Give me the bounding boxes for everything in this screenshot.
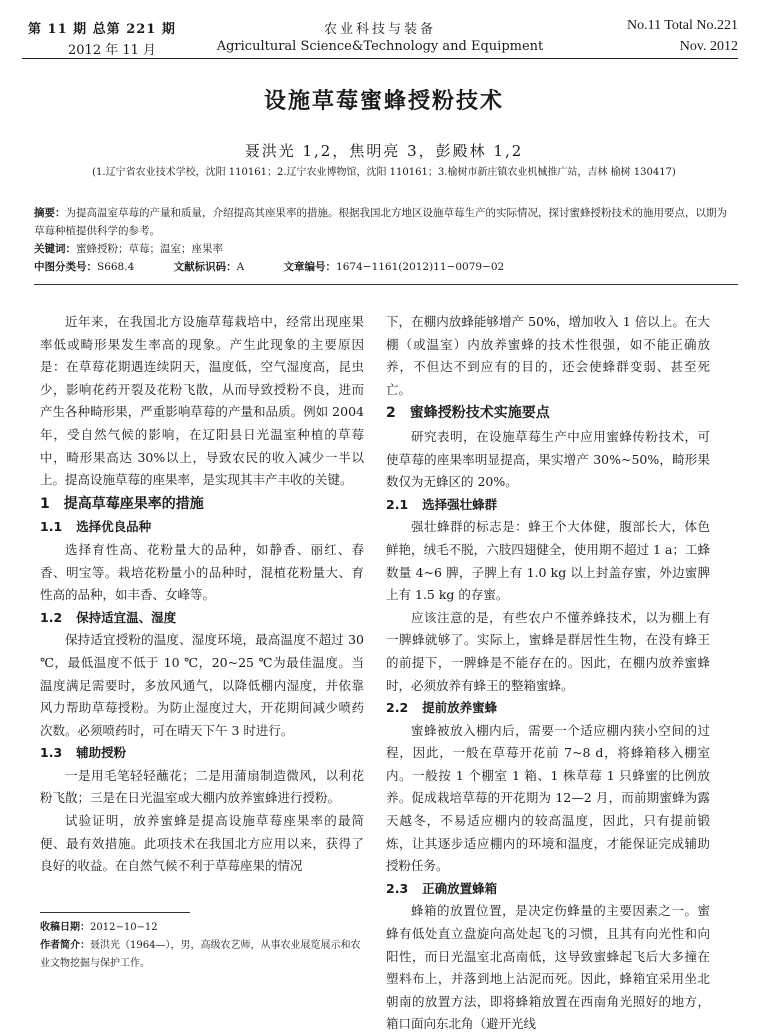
footnote-rule	[40, 912, 190, 913]
subsection-heading-1-2: 1.2 保持适宜温、湿度	[40, 609, 177, 625]
issue-number-en: No.11 Total No.221	[626, 18, 738, 33]
subsection-heading-1-3: 1.3 辅助授粉	[40, 745, 127, 761]
footnote	[40, 912, 364, 973]
author-list: 聂洪光 1,2，焦明亮 3，彭殿林 1,2	[244, 142, 524, 160]
paper-title: 设施草莓蜜蜂授粉技术	[263, 89, 504, 114]
paragraph: 强壮蜂群的标志是：蜂王个大体健，腹部长大，体色鲜艳，绒毛不脱，六肢四翅健全，使用期不超过 1 a；工蜂数量 4~6 脾，子脾上有 1.0 kg 以上封盖存蜜，外边蜜脾上有 1.5 kg 的存蜜。	[386, 519, 710, 603]
paragraph: 选择育性高、花粉量大的品种，如静香、丽红、春香、明宝等。栽培花粉量小的品种时，混植花粉量大、育性高的品种，如丰香、女峰等。	[40, 541, 364, 603]
paragraph: 保持适宜授粉的温度、湿度环境，最高温度不超过 30 ℃，最低温度不低于 10 ℃，20~25 ℃为最佳温度。当温度满足需要时，多放风通气，以降低棚内湿度，并依靠风力帮助草莓授粉。为防止湿度过大，开花期间减少喷药次数。必须喷药时，可在晴天下午 3 时进行。	[40, 632, 364, 738]
author-bio: 作者简介：聂洪光（1964—），男，高级农艺师，从事农业展览展示和农业文物挖掘与保护工作。	[40, 940, 361, 969]
paragraph: 试验证明，放养蜜蜂是提高设施草莓座果率的最简便、最有效措施。此项技术在我国北方应用以来，获得了良好的收益。在自然气候不利于草莓座果的情况	[40, 813, 364, 874]
journal-name-en: Agricultural Science&Technology and Equipment	[216, 39, 544, 54]
divider	[34, 284, 738, 285]
section-heading-1: 1 提高草莓座果率的措施	[40, 495, 204, 512]
keywords-text: 蜜蜂授粉；草莓；温室；座果率	[76, 243, 223, 255]
section-heading-2: 2 蜜蜂授粉技术实施要点	[386, 405, 550, 422]
right-column	[386, 311, 710, 1036]
front-matter	[34, 204, 734, 276]
identifiers	[34, 258, 734, 276]
keywords	[34, 240, 734, 258]
document-code: 文献标识码：A	[173, 261, 245, 273]
journal-name-cn: 农业科技与装备	[323, 22, 436, 37]
subsection-heading-2-3: 2.3 正确放置蜂箱	[386, 880, 498, 896]
paragraph: 蜜蜂被放入棚内后，需要一个适应棚内狭小空间的过程，因此，一般在草莓开花前 7~8 d，将蜂箱移入棚室内。一般按 1 个棚室 1 箱、1 株草莓 1 只蜂蜜的比例放养。促成栽培草莓的开花期为 12—2 月，而前期蜜蜂为露天越冬，不易适应棚内的较高温度，因此，只有提前锻炼，让其逐步适应棚内的环境和温度，才能保证完成辅助授粉任务。	[386, 722, 710, 874]
subsection-heading-1-1: 1.1 选择优良品种	[40, 519, 152, 535]
issue-date-en: Nov. 2012	[679, 39, 738, 54]
paragraph: 研究表明，在设施草莓生产中应用蜜蜂传粉技术，可使草莓的座果率明显提高，果实增产 30%~50%，畸形果数仅为无蜂区的 20%。	[386, 428, 710, 490]
abstract	[34, 204, 734, 240]
running-header	[22, 14, 738, 59]
classification-number: 中图分类号：S668.4	[34, 261, 135, 273]
keywords-label: 关键词：	[34, 243, 76, 255]
issue-number-cn: 第 11 期 总第 221 期	[28, 22, 176, 37]
abstract-label: 摘要：	[34, 207, 66, 219]
subsection-heading-2-1: 2.1 选择强壮蜂群	[386, 496, 498, 512]
issue-date-cn: 2012 年 11 月	[68, 43, 157, 58]
abstract-text: 为提高温室草莓的产量和质量，介绍提高其座果率的措施。根据我国北方地区设施草莓生产的实际情况，探讨蜜蜂授粉技术的施用要点，以期为草莓种植提供科学的参考。	[34, 207, 727, 237]
subsection-heading-2-2: 2.2 提前放养蜜蜂	[386, 700, 498, 716]
paragraph: 应该注意的是，有些农户不懂养蜂技术，以为棚上有一脾蜂就够了。实际上，蜜蜂是群居性生物，在没有蜂王的前提下，一脾蜂是不能存在的。因此，在棚内放养蜜蜂时，必须放养有蜂王的整箱蜜蜂。	[386, 609, 710, 693]
paragraph: 一是用毛笔轻轻蘸花；二是用蒲扇制造微风，以利花粉飞散；三是在日光温室或大棚内放养蜜蜂进行授粉。	[40, 767, 364, 806]
continued-paragraph: 下，在棚内放蜂能够增产 50%，增加收入 1 倍以上。在大棚（或温室）内放养蜜蜂的技术性很强，如不能正确放养，不但达不到应有的目的，还会使蜂群变弱、甚至死亡。	[386, 314, 710, 397]
affiliations: (1.辽宁省农业技术学校，沈阳 110161；2.辽宁农业博物馆，沈阳 110161；3.榆树市新庄镇农业机械推广站，吉林 榆树 130417)	[92, 167, 676, 178]
article-number: 文章编号：1674−1161(2012)11−0079−02	[283, 261, 505, 273]
received-date: 收稿日期：2012−10−12	[40, 922, 158, 933]
left-column	[40, 311, 364, 878]
intro-paragraph: 近年来，在我国北方设施草莓栽培中，经常出现座果率低或畸形果发生率高的现象。产生此现象的主要原因是：在草莓花期遇连续阴天，温度低，空气湿度高，昆虫少，影响花药开裂及花粉飞散，从而导致授粉不良，进而产生各种畸形果，严重影响草莓的产量和品质。例如 2004 年，受自然气候的影响，在辽阳县日光温室种植的草莓中，畸形果高达 30%以上，导致农民的收入减少一半以上。提高设施草莓的座果率，是实现其丰产丰收的关键。	[40, 314, 364, 488]
paragraph: 蜂箱的放置位置，是决定伤蜂量的主要因素之一。蜜蜂有低处直立盘旋向高处起飞的习惯，且其有向光性和向阳性，而日光温室北高南低，这导致蜜蜂起飞后大多撞在塑料布上，并落到地上沾泥而死。因此，蜂箱宜采用坐北朝南的放置方法，即将蜂箱放置在西南角光照好的地方，箱口面向东北角（避开光线	[386, 903, 710, 1032]
